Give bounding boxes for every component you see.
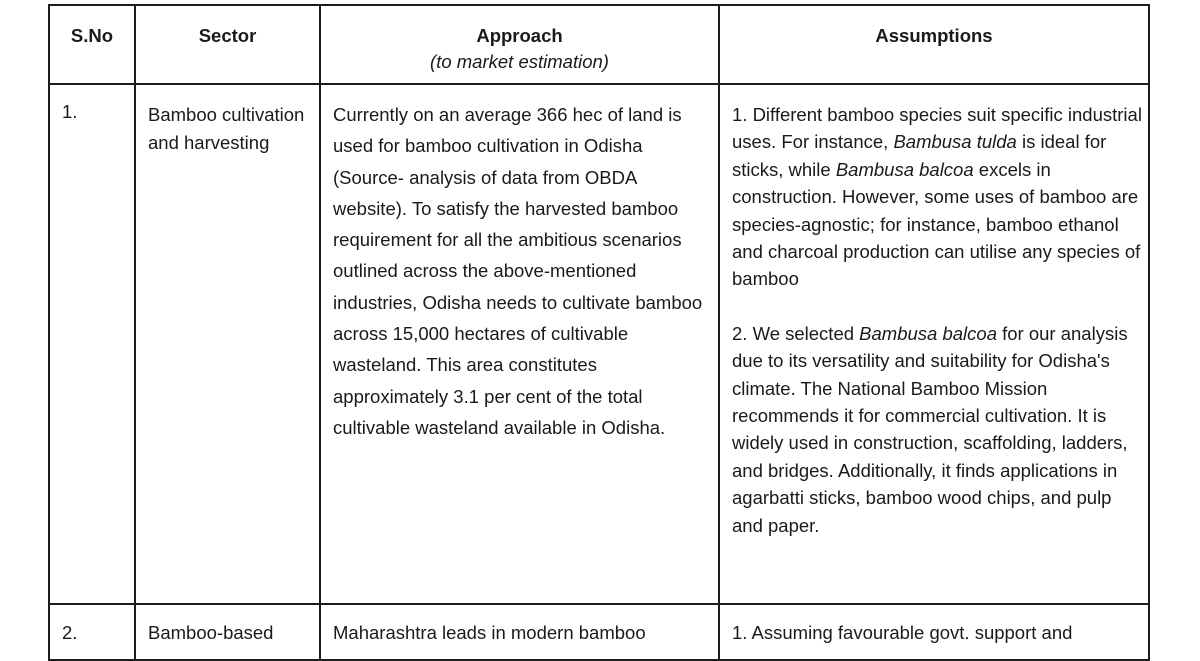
assumption-text: excels in construction. However, some uses of bamboo are species-agnostic; for instance, bamboo ethanol and charcoal production can utilise any species of bamboo	[732, 158, 1141, 290]
cell-approach: Maharashtra leads in modern bamboo	[320, 604, 719, 660]
assumption-text: 2. We selected	[732, 322, 860, 344]
header-sector: Sector	[135, 5, 320, 84]
assumption-paragraph-2	[732, 320, 1142, 539]
species-name: Bambusa tulda	[893, 131, 1017, 153]
header-approach	[320, 5, 719, 84]
assumption-text: is ideal for sticks, while	[732, 131, 1107, 180]
cell-assumptions: 1. Assuming favourable govt. support and	[719, 604, 1149, 660]
species-name: Bambusa balcoa	[859, 322, 997, 344]
cell-approach: Currently on an average 366 hec of land is used for bamboo cultivation in Odisha (Source- analysis of data from OBDA website). To satisfy the harvested bamboo requirement for all the ambitious scenarios outlined across the above-mentioned industries, Odisha needs to cultivate bamboo across 15,000 hectares of cultivable wasteland. This area constitutes approximately 3.1 per cent of the total cultivable wasteland available in Odisha.	[320, 84, 719, 604]
species-name: Bambusa balcoa	[835, 158, 974, 180]
header-row	[49, 5, 1149, 84]
assumption-text: 1. Different bamboo species suit specific industrial uses. For instance,	[732, 104, 1142, 153]
cell-sector: Bamboo-based	[135, 604, 320, 660]
cell-sector: Bamboo cultivation and harvesting	[135, 84, 320, 604]
header-assumptions: Assumptions	[719, 5, 1149, 84]
cell-sno: 2.	[49, 604, 135, 660]
header-sno: S.No	[49, 5, 135, 84]
table-row	[49, 604, 1149, 660]
table-row	[49, 84, 1149, 604]
header-approach-title: Approach	[476, 25, 563, 46]
market-estimation-table	[48, 4, 1150, 661]
cell-sno: 1.	[49, 84, 135, 604]
assumption-text: for our analysis due to its versatility and suitability for Odisha's climate. The National Bamboo Mission recommends it for commercial cultivation. It is widely used in construction, scaffolding, ladders, and bridges. Additionally, it finds applications in agarbatti sticks, bamboo wood chips, and pulp and paper.	[732, 322, 1128, 536]
assumption-paragraph-1	[732, 101, 1142, 293]
cell-assumptions	[719, 84, 1149, 604]
header-approach-subtitle: (to market estimation)	[430, 51, 609, 72]
